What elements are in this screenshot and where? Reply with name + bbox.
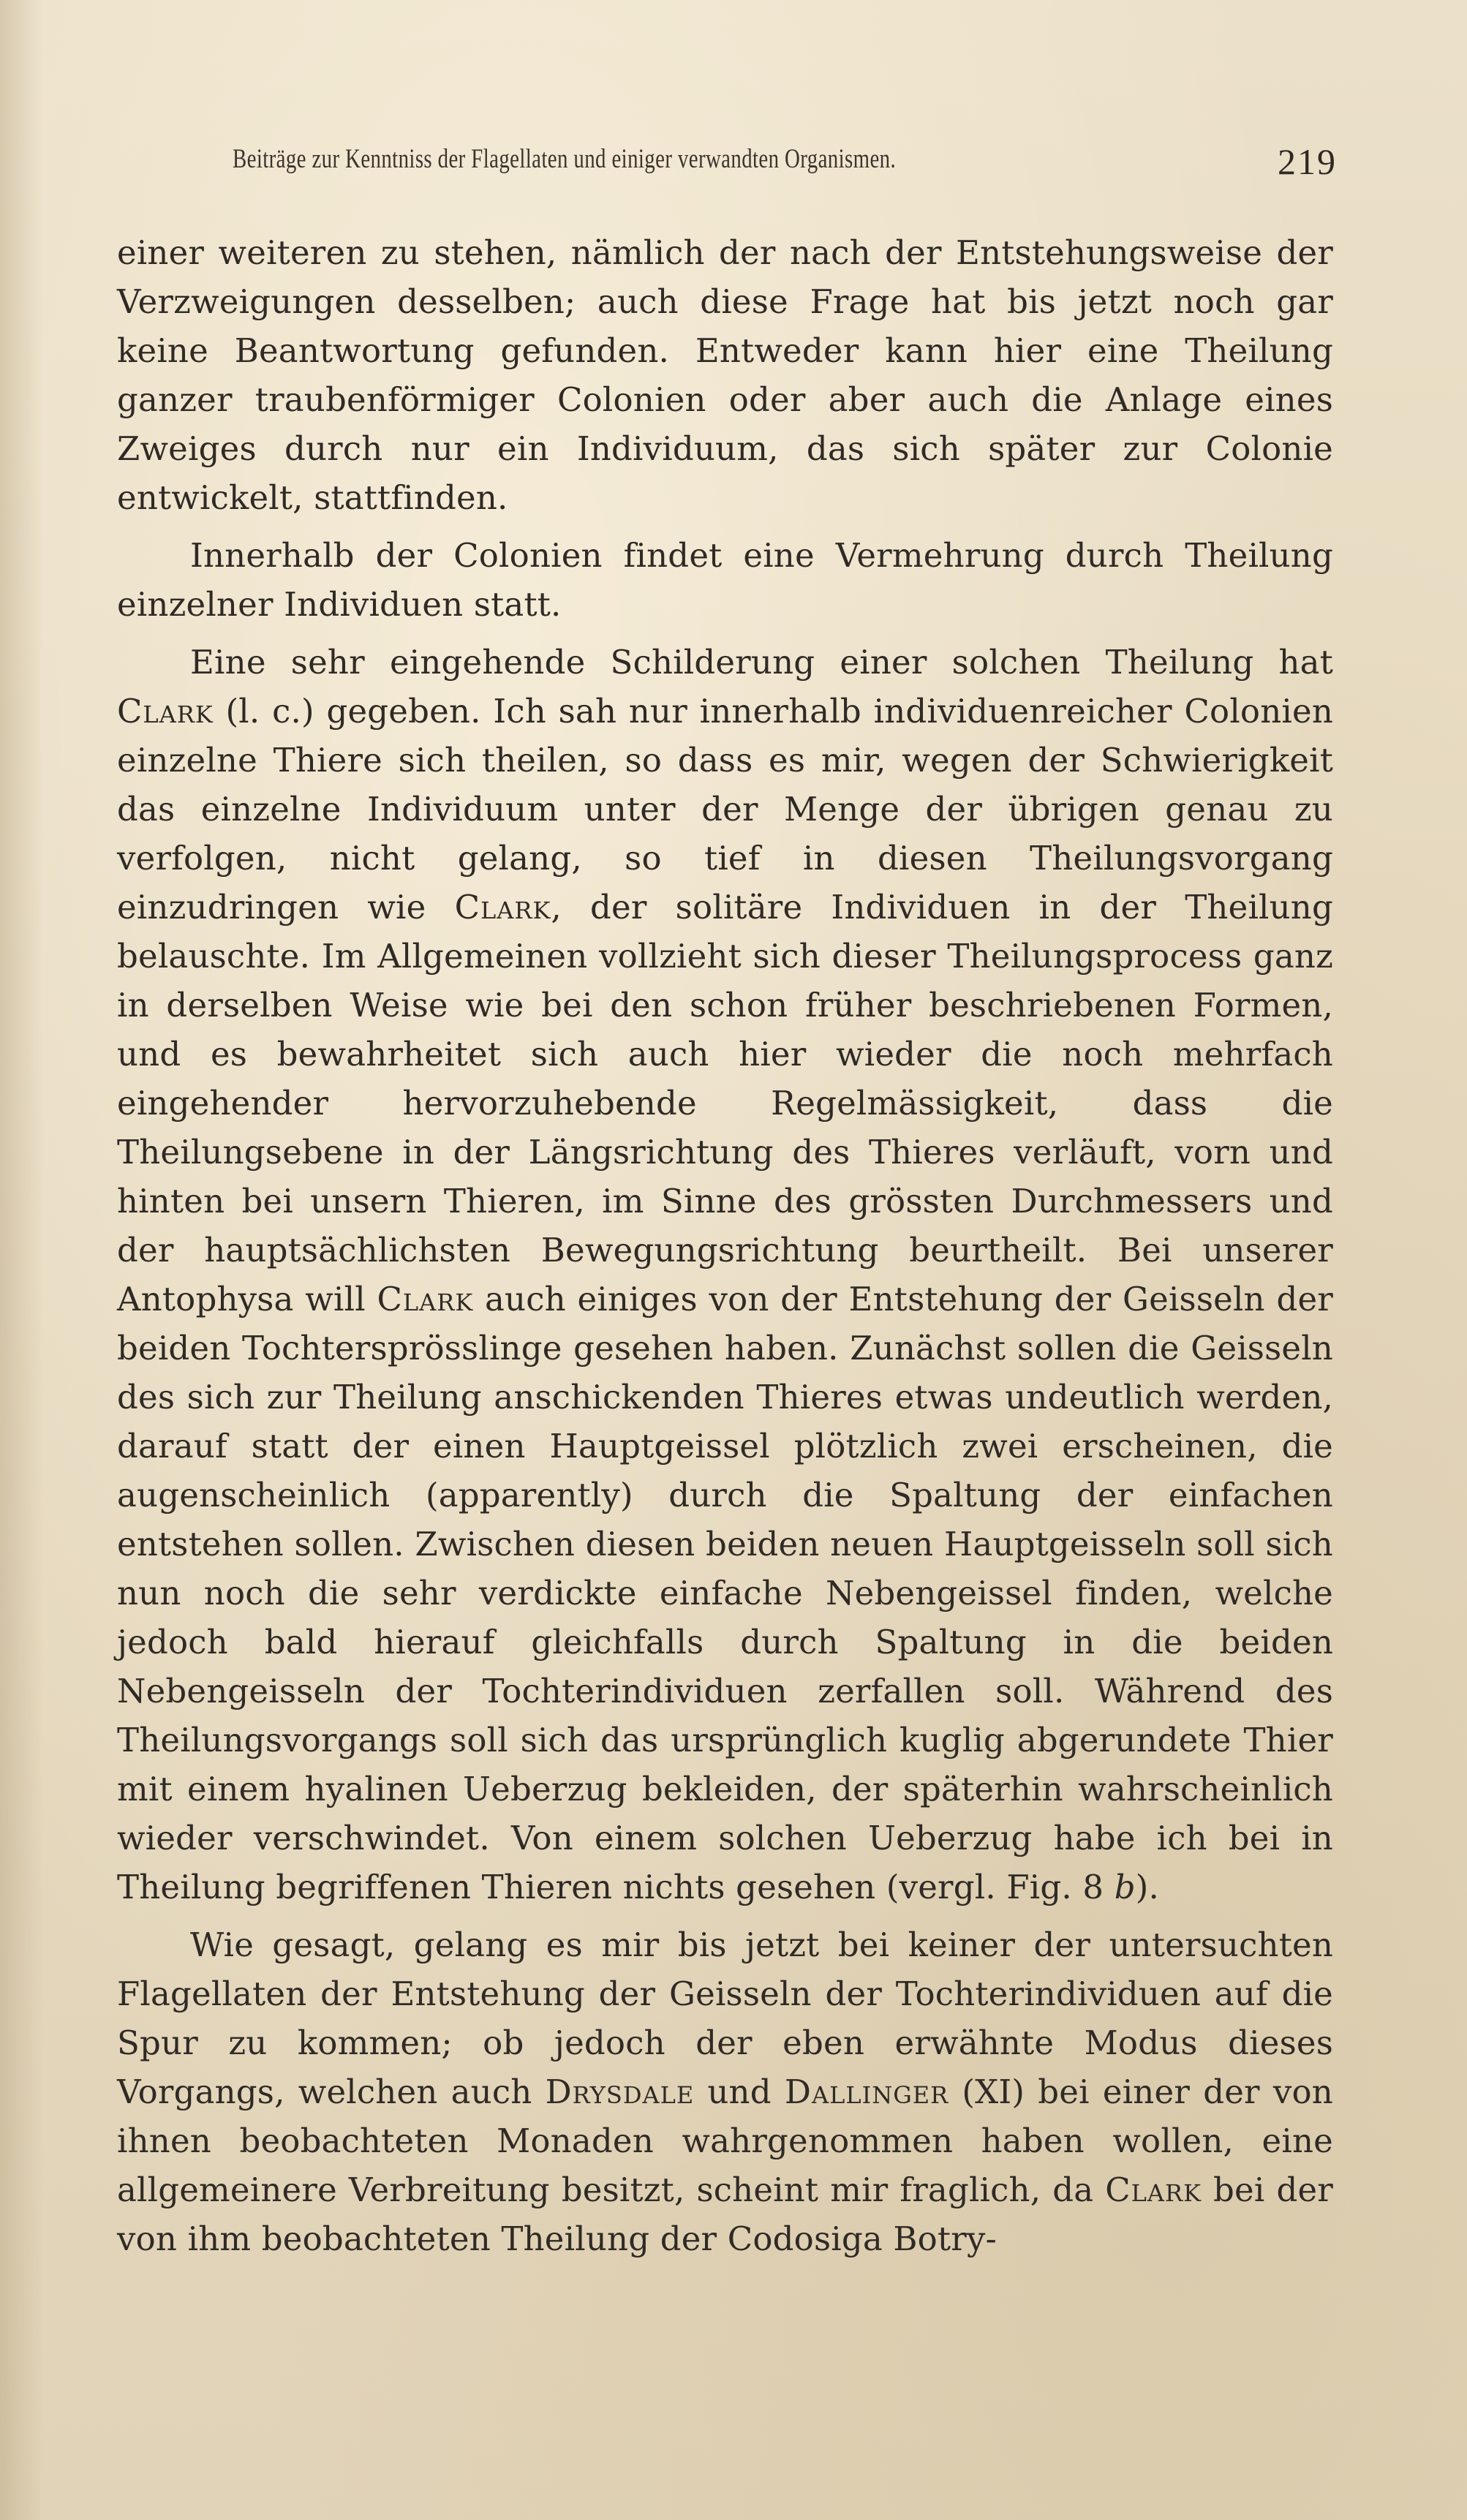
text-segment: auch einiges von der Entstehung der Geisseln der beiden Tochtersprösslinge gesehen haben. Zunächst sollen die Geisseln des sich zur Theilung anschickenden Thieres etwas undeutlich werden, darauf statt der einen Hauptgeissel plötzlich zwei erscheinen, die augenscheinlich (apparently) durch die Spaltung der einfachen entstehen sollen. Zwischen diesen beiden neuen Hauptgeisseln soll sich nun noch die sehr verdickte einfache Nebengeissel finden, welche jedoch bald hierauf gleichfalls durch Spaltung in die beiden Nebengeisseln der Tochterindividuen zerfallen soll. Während des Theilungsvorgangs soll sich das ursprünglich kuglig abgerundete Thier mit einem hyalinen Ueberzug bekleiden, der späterhin wahrscheinlich wieder verschwindet. Von einem solchen Ueberzug habe ich bei in Theilung begriffenen Thieren nichts gesehen (vergl. Fig. 8 (117, 1280, 1333, 1906)
paragraph-2: Innerhalb der Colonien findet eine Vermehrung durch Theilung einzelner Individuen statt. (117, 536, 1333, 624)
text-segment: , der solitäre Individuen in der Theilung belauschte. Im Allgemeinen vollzieht sich dieser Theilungsprocess ganz in derselben Weise wie bei den schon früher beschriebenen Formen, und es bewahrheitet sich auch hier wieder die noch mehrfach eingehender hervorzuhebende Regelmässigkeit, dass die Theilungsebene in der Längsrichtung des Thieres verläuft, vorn und hinten bei unsern Thieren, im Sinne des grössten Durchmessers und der hauptsächlichsten Bewegungsrichtung beurtheilt. Bei unserer Antophysa will (117, 888, 1333, 1319)
author-name-dallinger: Dallinger (784, 2072, 949, 2111)
body-text (117, 228, 1333, 2263)
text-segment: bei der von ihm beobachteten Theilung der Codosiga Botry- (117, 2170, 1333, 2258)
author-name-clark: Clark (1105, 2170, 1202, 2209)
page-number: 219 (1278, 141, 1337, 182)
paragraph-4 (117, 1920, 1333, 2263)
paragraph-3 (117, 638, 1333, 1912)
text-segment: Eine sehr eingehende Schilderung einer solchen Theilung hat (190, 643, 1333, 682)
text-segment: und (694, 2072, 785, 2111)
author-name-clark: Clark (454, 888, 551, 927)
text-segment: Wie gesagt, gelang es mir bis jetzt bei keiner der untersuchten Flagellaten der Entstehung der Geisseln der Tochterindividuen auf die Spur zu kommen; ob jedoch der eben erwähnte Modus dieses Vorgangs, welchen auch (117, 1925, 1333, 2111)
author-name-drysdale: Drysdale (545, 2072, 695, 2111)
text-segment: (l. c.) gegeben. Ich sah nur innerhalb individuenreicher Colonien einzelne Thiere sich theilen, so dass es mir, wegen der Schwierigkeit das einzelne Individuum unter der Menge der übrigen genau zu verfolgen, nicht gelang, so tief in diesen Theilungsvorgang einzudringen wie (117, 692, 1333, 927)
author-name-clark: Clark (117, 692, 214, 731)
author-name-clark: Clark (377, 1280, 474, 1319)
running-title: Beiträge zur Kenntniss der Flagellaten und einiger verwandten Organismen. (233, 144, 897, 174)
text-segment: (XI) bei einer der von ihnen beobachteten Monaden wahrgenommen haben wollen, eine allgemeinere Verbreitung besitzt, scheint mir fraglich, da (117, 2072, 1333, 2209)
paragraph-1: einer weiteren zu stehen, nämlich der nach der Entstehungsweise der Verzweigungen desselben; auch diese Frage hat bis jetzt noch gar keine Beantwortung gefunden. Entweder kann hier eine Theilung ganzer traubenförmiger Colonien oder aber auch die Anlage eines Zweiges durch nur ein Individuum, das sich später zur Colonie entwickelt, stattfinden. (117, 233, 1333, 517)
text-segment: ). (1135, 1868, 1159, 1906)
figure-letter: b (1114, 1868, 1136, 1906)
running-head (233, 143, 1337, 187)
